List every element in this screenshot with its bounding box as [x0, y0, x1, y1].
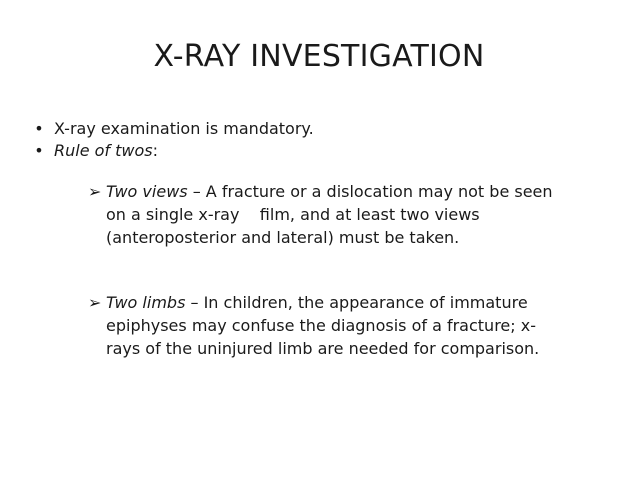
bullet-icon: •	[34, 119, 44, 138]
subpoint-text: – A fracture or a dislocation may not be seen	[187, 182, 553, 201]
arrow-bullet-icon: ➢	[88, 293, 102, 312]
bullet-item	[32, 118, 622, 140]
bullet-list	[32, 118, 622, 162]
subpoint-term: Two views	[106, 182, 188, 201]
subpoint-line	[88, 291, 608, 314]
subpoint-line: epiphyses may confuse the diagnosis of a fracture; x-	[106, 316, 536, 335]
subpoint-line: on a single x-ray film, and at least two views	[106, 205, 480, 224]
bullet-icon: •	[34, 141, 44, 160]
arrow-bullet-icon: ➢	[88, 182, 102, 201]
subpoint-term: Two limbs	[106, 293, 186, 312]
bullet-text: X-ray examination is mandatory.	[54, 119, 314, 138]
subpoint-line: rays of the uninjured limb are needed for comparison.	[106, 339, 540, 358]
subpoint-line	[88, 180, 608, 203]
bullet-term: Rule of twos	[54, 141, 153, 160]
slide-title: X-RAY INVESTIGATION	[153, 39, 485, 74]
subpoint-two-limbs	[88, 291, 608, 360]
subpoint-text: – In children, the appearance of immature	[185, 293, 528, 312]
subpoint-line: (anteroposterior and lateral) must be taken.	[106, 228, 460, 247]
subpoint-two-views	[88, 180, 608, 249]
bullet-item	[32, 140, 622, 162]
bullet-suffix: :	[152, 141, 159, 160]
